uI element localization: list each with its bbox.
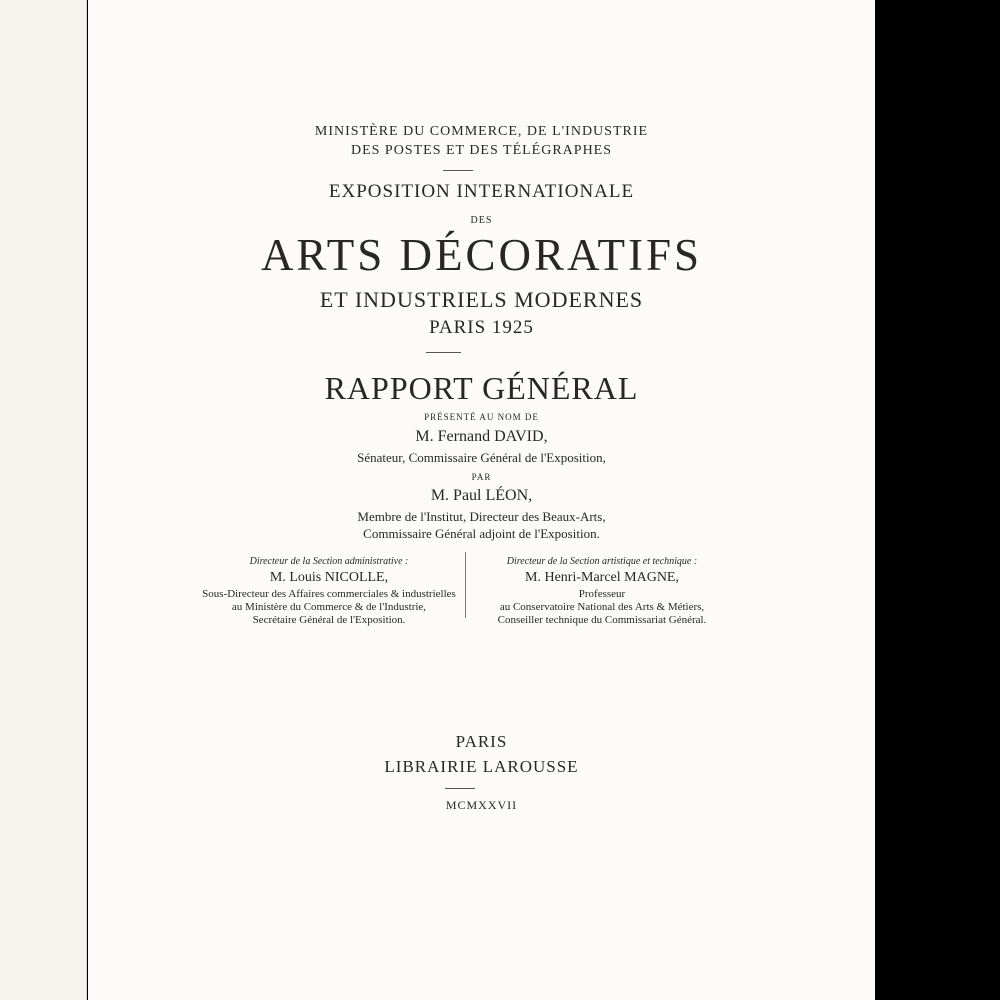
report-title: RAPPORT GÉNÉRAL [324,370,639,406]
section-label: Directeur de la Section administrative : [249,556,409,567]
publisher-name: LIBRAIRIE LAROUSSE [384,757,579,776]
author-1-role: Sénateur, Commissaire Général de l'Exposition, [357,450,606,465]
publication-year: MCMXXVII [445,798,518,812]
publisher-city: PARIS [455,732,508,751]
author-2-role-1: Membre de l'Institut, Directeur des Beaux-Arts, [357,509,606,524]
ministry-line-1: MINISTÈRE DU COMMERCE, DE L'INDUSTRIE [314,124,649,139]
author-2-role-2: Commissaire Général adjoint de l'Exposition. [363,526,600,541]
role-line: au Ministère du Commerce & de l'Industrie, [231,601,427,613]
divider-rule [445,788,475,789]
ministry-line-2: DES POSTES ET DES TÉLÉGRAPHES [350,143,613,158]
author-2: M. Paul LÉON, [430,487,533,504]
section-label: Directeur de la Section artistique et technique : [506,556,698,567]
title-page [88,0,875,1000]
director-artistic [468,555,736,627]
director-name: M. Louis NICOLLE, [269,570,389,585]
role-line: Sous-Directeur des Affaires commerciales & industrielles [202,588,456,600]
director-name: M. Henri-Marcel MAGNE, [525,570,679,585]
role-line: au Conservatoire National des Arts & Métiers, [499,601,705,613]
subtitle: ET INDUSTRIELS MODERNES [319,287,644,312]
main-title: ARTS DÉCORATIFS [260,230,703,280]
des-label: DES [470,215,493,226]
divider-rule [426,352,461,353]
role-line: Professeur [578,588,626,600]
place-year: PARIS 1925 [429,317,534,338]
role-line: Secrétaire Général de l'Exposition. [252,614,406,626]
par-label: PAR [471,472,492,482]
director-admin [198,555,460,627]
divider-rule [443,170,473,171]
presented-label: PRÉSENTÉ AU NOM DE [424,412,539,422]
column-divider [465,552,466,618]
flyleaf [0,0,87,1000]
role-line: Conseiller technique du Commissariat Général. [497,614,707,626]
author-1: M. Fernand DAVID, [415,428,548,445]
exposition-title: EXPOSITION INTERNATIONALE [328,181,635,202]
